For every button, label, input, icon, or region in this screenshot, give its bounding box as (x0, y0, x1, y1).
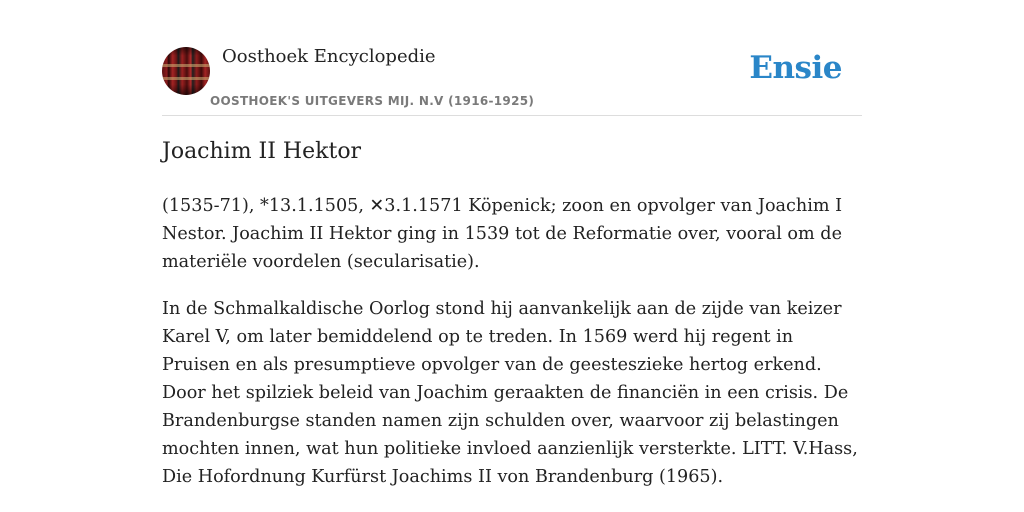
article-paragraph: In de Schmalkaldische Oorlog stond hij aanvankelijk aan de zijde van keizer Karel V, om later bemiddelend op te treden. In 1569 werd hij regent in Pruisen en als presumptieve opvolger van de geesteszieke hertog erkend. Door het spilziek beleid van Joachim geraakten de financiën in een crisis. De Brandenburgse standen namen zijn schulden over, waarvoor zij belastingen mochten innen, wat hun politieke invloed aanzienlijk versterkte. LITT. V.Hass, Die Hofordnung Kurfürst Joachims II von Brandenburg (1965). (162, 299, 858, 487)
article-paragraph: (1535-71), *13.1.1505, ✕3.1.1571 Köpenick; zoon en opvolger van Joachim I Nestor. Joachim II Hektor ging in 1539 tot de Reformatie over, vooral om de materiële voordelen (secularisatie). (162, 196, 843, 272)
source-avatar[interactable] (162, 47, 210, 95)
article-body (162, 192, 862, 510)
header-divider (162, 115, 862, 116)
publisher-label: OOSTHOEK'S UITGEVERS MIJ. N.V (1916-1925) (210, 94, 535, 108)
article-card (162, 0, 862, 512)
book-spine-band (162, 64, 210, 67)
ensie-logo[interactable]: Ensie (749, 50, 842, 86)
book-spine-band (162, 77, 210, 80)
article-title: Joachim II Hektor (162, 139, 362, 164)
source-name-link[interactable]: Oosthoek Encyclopedie (222, 46, 436, 67)
